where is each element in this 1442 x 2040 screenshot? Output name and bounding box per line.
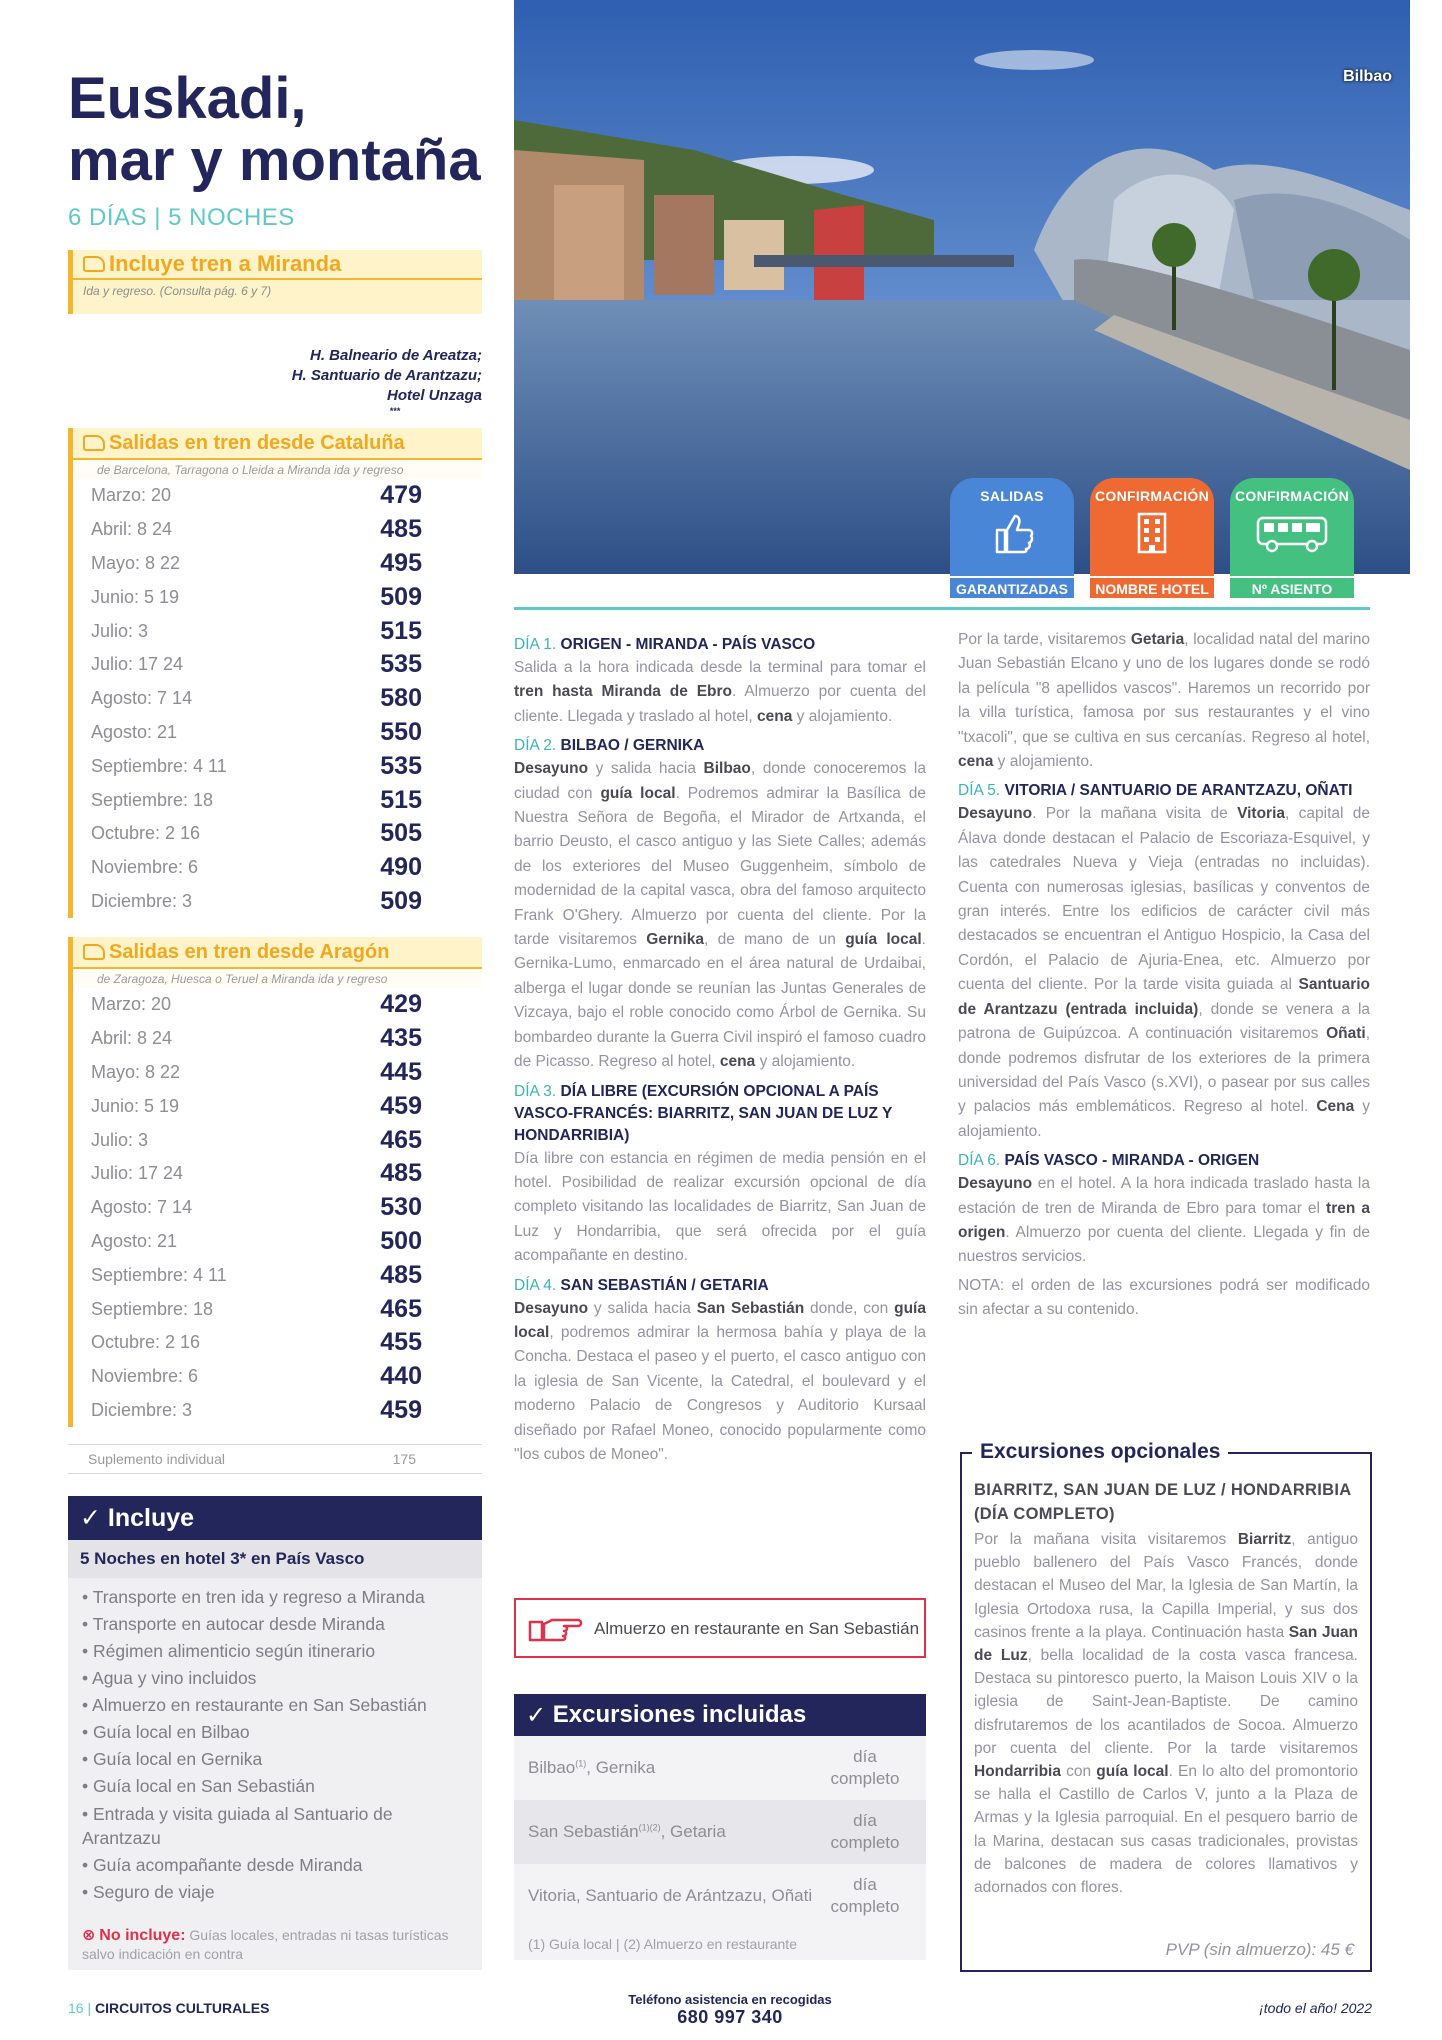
- departure-date: Agosto: 21: [91, 721, 178, 742]
- table-row: [73, 716, 482, 750]
- table-row: [73, 682, 482, 716]
- departure-price: 515: [380, 785, 422, 814]
- list-item: • Guía local en Gernika: [82, 1746, 470, 1773]
- departures-cataluna: [68, 428, 482, 918]
- table-row: [73, 1191, 482, 1225]
- price-table: [68, 479, 482, 918]
- lunch-highlight-box: [514, 1598, 926, 1658]
- trip-duration: 6 DÍAS | 5 NOCHES: [68, 204, 295, 231]
- departures-title: Salidas en tren desde Cataluña: [109, 431, 405, 454]
- train-icon: [83, 435, 105, 451]
- departure-date: Mayo: 8 22: [91, 552, 181, 573]
- departure-price: 445: [380, 1057, 422, 1086]
- departure-price: 479: [380, 481, 422, 510]
- train-box-title: Incluye tren a Miranda: [109, 251, 342, 276]
- table-row: [73, 547, 482, 581]
- departure-price: 515: [380, 616, 422, 645]
- departures-aragon: [68, 937, 482, 1427]
- badge-seat-confirmation: [1230, 478, 1354, 598]
- page-title: [68, 68, 488, 192]
- list-item: • Transporte en autocar desde Miranda: [82, 1611, 470, 1638]
- list-item: • Guía local en San Sebastián: [82, 1773, 470, 1800]
- section-name: CIRCUITOS CULTURALES: [95, 2000, 270, 2016]
- departure-price: 505: [380, 819, 422, 848]
- itinerary-note: NOTA: el orden de las excursiones podrá ser modificado sin afectar a su contenido.: [958, 1276, 1370, 1319]
- optional-excursion-description: Por la mañana visita visitaremos Biarritz, antiguo pueblo ballenero del País Vasco Francés, donde destacan el Museo del Mar, la Iglesia de San Martín, la Iglesia Ortodoxa rusa, la Capilla Imperial, y sus dos casinos frente a la playa. Continuación hasta San Juan de Luz, bella localidad de la costa vasca francesa. Destaca su pintoresco puerto, la Maison Louis XIV o la iglesia de Saint-Jean-Baptiste. De camino disfrutaremos de los acantilados de Socoa. Almuerzo por cuenta del cliente. Por la tarde visitaremos Hondarribia con guía local. En lo alto del promontorio se halla el Castillo de Carlos V, junto a la Plaza de Armas y la Iglesia parroquial. En el pesquero barrio de la Marina, destacan sus casas tradicionales, provistas de balcones de madera de colores llamativos y adornados con flores.: [974, 1531, 1358, 1897]
- price-table: [68, 988, 482, 1427]
- table-row: [73, 1089, 482, 1123]
- day-description: Por la tarde, visitaremos Getaria, localidad natal del marino Juan Sebastián Elcano y uno de los lugares donde se rodó la película "8 apellidos vascos". Haremos un recorrido por la villa turística, famosa por sus restaurantes y el vino "txacoli", que se cultiva en sus cercanías. Regreso al hotel, cena y alojamiento.: [958, 631, 1370, 771]
- badge-guaranteed-departures: [950, 478, 1074, 598]
- table-row: [73, 580, 482, 614]
- included-excursions: [514, 1694, 926, 1960]
- excursion-duration: día completo: [830, 1811, 900, 1852]
- excursion-place: Vitoria, Santuario de Arántzazu, Oñati: [528, 1886, 813, 1905]
- excursion-place: Bilbao$^{(1)}$, Gernika: [528, 1758, 656, 1777]
- departure-price: 485: [380, 1159, 422, 1188]
- table-row: [73, 1360, 482, 1394]
- supplement-value: 175: [392, 1451, 416, 1467]
- day-heading: DÍA 3. DÍA LIBRE (EXCURSIÓN OPCIONAL A PAÍS VASCO-FRANCÉS: BIARRITZ, SAN JUAN DE LUZ Y HONDARRIBIA): [514, 1082, 893, 1144]
- departure-price: 509: [380, 582, 422, 611]
- departure-date: Agosto: 7 14: [91, 688, 193, 709]
- cross-icon: ⊗: [82, 1927, 96, 1944]
- train-icon: [83, 256, 105, 272]
- departure-date: Noviembre: 6: [91, 1366, 199, 1387]
- day-heading: DÍA 2. BILBAO / GERNIKA: [514, 737, 705, 755]
- departure-price: 535: [380, 650, 422, 679]
- optional-excursion-subtitle: BIARRITZ, SAN JUAN DE LUZ / HONDARRIBIA (DÍA COMPLETO): [974, 1481, 1351, 1523]
- day-description: Desayuno y salida hacia San Sebastián donde, con guía local, podremos admirar la hermosa bahía y playa de la Concha. Destaca el paseo y el puerto, el casco antiguo con la iglesia de San Vicente, la Catedral, el boulevard y el moderno Palacio de Congresos y Auditorio Kursaal diseñado por Rafael Moneo, conocido popularmente como "los cubos de Moneo".: [514, 1299, 926, 1463]
- badge-top-label: SALIDAS: [980, 488, 1044, 504]
- departure-price: 495: [380, 548, 422, 577]
- catalog-year: ¡todo el año! 2022: [1259, 2000, 1372, 2016]
- bus-icon: [1252, 510, 1332, 556]
- table-row: [73, 479, 482, 513]
- page-number: 16: [68, 2000, 84, 2016]
- departure-price: 550: [380, 717, 422, 746]
- badge-bottom-label: GARANTIZADAS: [950, 576, 1074, 598]
- departure-price: 459: [380, 1395, 422, 1424]
- includes-subtitle: 5 Noches en hotel 3* en País Vasco: [68, 1540, 482, 1578]
- departure-price: 490: [380, 853, 422, 882]
- table-row: [73, 851, 482, 885]
- departure-date: Agosto: 21: [91, 1230, 178, 1251]
- train-icon: [83, 944, 105, 960]
- table-row: [514, 1736, 926, 1800]
- phone-number: 680 997 340: [677, 2007, 783, 2027]
- title-line-1: Euskadi,: [68, 66, 307, 131]
- day-heading: DÍA 4. SAN SEBASTIÁN / GETARIA: [514, 1276, 769, 1294]
- list-item: • Régimen alimenticio según itinerario: [82, 1638, 470, 1665]
- departure-date: Julio: 17 24: [91, 654, 184, 675]
- table-row: [73, 885, 482, 919]
- hotel-name: H. Santuario de Arantzazu;: [291, 367, 482, 384]
- departure-price: 509: [380, 886, 422, 915]
- departure-date: Septiembre: 4 11: [91, 755, 227, 776]
- departure-date: Agosto: 7 14: [91, 1197, 193, 1218]
- list-item: • Almuerzo en restaurante en San Sebastián: [82, 1692, 470, 1719]
- departure-date: Marzo: 20: [91, 994, 172, 1015]
- table-row: [73, 648, 482, 682]
- departure-price: 500: [380, 1226, 422, 1255]
- table-row: [514, 1864, 926, 1928]
- departure-price: 465: [380, 1294, 422, 1323]
- excursions-title: Excursiones incluidas: [552, 1701, 807, 1728]
- departure-date: Octubre: 2 16: [91, 823, 201, 844]
- table-row: [73, 988, 482, 1022]
- list-item: • Entrada y visita guiada al Santuario de Arantzazu: [82, 1800, 470, 1852]
- check-icon: ✓: [80, 1504, 108, 1532]
- departure-price: 485: [380, 515, 422, 544]
- list-item: • Guía local en Bilbao: [82, 1719, 470, 1746]
- supplement-label: Suplemento individual: [88, 1451, 225, 1467]
- optional-excursion-price: PVP (sin almuerzo): 45 €: [1165, 1940, 1354, 1959]
- list-item: • Transporte en tren ida y regreso a Miranda: [82, 1584, 470, 1611]
- table-row: [73, 1022, 482, 1056]
- departure-price: 580: [380, 684, 422, 713]
- table-row: [73, 1292, 482, 1326]
- table-row: [73, 1225, 482, 1259]
- departure-price: 459: [380, 1091, 422, 1120]
- pointing-hand-icon: [528, 1612, 584, 1644]
- departure-date: Septiembre: 4 11: [91, 1264, 227, 1285]
- excursion-place: San Sebastián$^{(1)(2)}$, Getaria: [528, 1822, 726, 1841]
- table-row: [73, 1157, 482, 1191]
- excursion-duration: día completo: [830, 1875, 900, 1916]
- departure-price: 429: [380, 990, 422, 1019]
- departure-date: Julio: 3: [91, 1129, 149, 1150]
- table-row: [73, 1326, 482, 1360]
- departure-price: 440: [380, 1362, 422, 1391]
- departure-price: 535: [380, 751, 422, 780]
- single-supplement: [68, 1444, 482, 1474]
- day-description: Día libre con estancia en régimen de media pensión en el hotel. Posibilidad de realizar excursión opcional de día completo visitando las localidades de Biarritz, San Juan de Luz y Hondarribia, que será ofrecida por el guía acompañante en destino.: [514, 1149, 926, 1265]
- excursion-duration: día completo: [830, 1747, 900, 1788]
- hotel-list: [68, 346, 482, 416]
- departure-date: Diciembre: 3: [91, 890, 193, 911]
- departure-date: Junio: 5 19: [91, 586, 180, 607]
- table-row: [514, 1800, 926, 1864]
- table-row: [73, 1258, 482, 1292]
- assistance-label: Teléfono asistencia en recogidas: [628, 1992, 832, 2007]
- departure-date: Mayo: 8 22: [91, 1061, 181, 1082]
- table-row: [73, 1056, 482, 1090]
- table-row: [73, 614, 482, 648]
- lunch-text: Almuerzo en restaurante en San Sebastián: [594, 1618, 920, 1638]
- hotel-building-icon: [1129, 510, 1175, 556]
- hotel-name: Hotel Unzaga: [386, 387, 482, 404]
- table-row: [73, 513, 482, 547]
- day-description: Desayuno en el hotel. A la hora indicada traslado hasta la estación de tren de Miranda de Ebro para tomar el tren a origen. Almuerzo por cuenta del cliente. Llegada y fin de nuestros servicios.: [958, 1175, 1370, 1266]
- departure-date: Junio: 5 19: [91, 1095, 180, 1116]
- badge-hotel-confirmation: [1090, 478, 1214, 598]
- list-item: • Guía acompañante desde Miranda: [82, 1852, 470, 1879]
- not-included-text: Guías locales, entradas ni tasas turísticas salvo indicación en contra: [82, 1927, 449, 1962]
- day-description: Salida a la hora indicada desde la terminal para tomar el tren hasta Miranda de Ebro. Almuerzo por cuenta del cliente. Llegada y traslado al hotel, cena y alojamiento.: [514, 659, 926, 725]
- includes-box: [68, 1496, 482, 1970]
- day-heading: DÍA 1. ORIGEN - MIRANDA - PAÍS VASCO: [514, 636, 816, 653]
- itinerary-column-2: [958, 628, 1370, 1327]
- thumbs-up-icon: [989, 510, 1035, 556]
- not-included-label: No incluye:: [99, 1927, 186, 1944]
- departure-price: 530: [380, 1193, 422, 1222]
- page-footer-section: 16 | CIRCUITOS CULTURALES: [68, 2000, 270, 2016]
- departures-subtitle: de Zaragoza, Huesca o Teruel a Miranda ida y regreso: [68, 969, 482, 988]
- table-row: [73, 1123, 482, 1157]
- departure-date: Abril: 8 24: [91, 1028, 173, 1049]
- table-row: [73, 1394, 482, 1428]
- badge-top-label: CONFIRMACIÓN: [1234, 488, 1350, 504]
- badge-bottom-label: NOMBRE HOTEL: [1090, 576, 1214, 598]
- departures-subtitle: de Barcelona, Tarragona o Lleida a Miranda ida y regreso: [68, 460, 482, 479]
- day-heading: DÍA 5. VITORIA / SANTUARIO DE ARANTZAZU, OÑATI: [958, 782, 1353, 800]
- table-row: [73, 783, 482, 817]
- divider: [514, 607, 1370, 610]
- departure-date: Marzo: 20: [91, 485, 172, 506]
- departure-date: Julio: 3: [91, 620, 149, 641]
- assistance-phone: [600, 1992, 860, 2028]
- departure-date: Julio: 17 24: [91, 1163, 184, 1184]
- hotel-name: H. Balneario de Areatza;: [310, 347, 482, 364]
- departure-date: Noviembre: 6: [91, 857, 199, 878]
- day-heading: DÍA 6. PAÍS VASCO - MIRANDA - ORIGEN: [958, 1152, 1260, 1170]
- departure-date: Octubre: 2 16: [91, 1332, 201, 1353]
- includes-title: Incluye: [107, 1503, 195, 1532]
- table-row: [73, 817, 482, 851]
- day-description: Desayuno. Por la mañana visita de Vitoria, capital de Álava donde destacan el Palacio de Escoriaza-Esquivel, y las catedrales Nueva y Vieja (entradas no incluidas). Cuenta con numerosas iglesias, basílicas y conventos de gran interés. Entre los edificios de carácter civil más destacados se encuentran el Antiguo Hospicio, la Casa del Cordón, el Palacio de Ajuria-Enea, etc. Almuerzo por cuenta del cliente. Por la tarde visita guiada al Santuario de Arantzazu (entrada incluida), donde se venera a la patrona de Guipúzcoa. A continuación visitaremos Oñati, donde podremos disfrutar de los exteriores de la primera universidad del País Vasco (s.XVI), o pasear por sus calles y palacios más emblemáticos. Regreso al hotel. Cena y alojamiento.: [958, 805, 1371, 1140]
- departure-price: 435: [380, 1024, 422, 1053]
- check-icon: ✓: [526, 1701, 553, 1729]
- departure-price: 465: [380, 1125, 422, 1154]
- day-description: Desayuno y salida hacia Bilbao, donde conoceremos la ciudad con guía local. Podremos admirar la Basílica de Nuestra Señora de Begoña, el Mirador de Artxanda, el barrio Deusto, el casco antiguo y las Siete Calles; además de los exteriores del Museo Guggenheim, símbolo de modernidad de la capital vasca, obra del famoso arquitecto Frank O'Ghery. Almuerzo por cuenta del cliente. Por la tarde visitaremos Gernika, de mano de un guía local. Gernika-Lumo, enmarcado en el área natural de Urdaibai, alberga el lugar donde se reunían las Juntas Generales de Vizcaya, bajo el roble conocido como Árbol de Gernika. Su bombardeo durante la Guerra Civil inspiró el famoso cuadro de Picasso. Regreso al hotel, cena y alojamiento.: [514, 760, 926, 1071]
- list-item: • Seguro de viaje: [82, 1879, 470, 1906]
- optional-excursions-title: Excursiones opcionales: [972, 1440, 1228, 1464]
- itinerary-column-1: [514, 628, 926, 1471]
- departure-date: Abril: 8 24: [91, 519, 173, 540]
- departures-title: Salidas en tren desde Aragón: [109, 940, 390, 963]
- departure-price: 485: [380, 1260, 422, 1289]
- excursions-footnote: (1) Guía local | (2) Almuerzo en restaurante: [514, 1928, 926, 1960]
- departure-date: Septiembre: 18: [91, 1298, 214, 1319]
- title-line-2: mar y montaña: [68, 128, 481, 193]
- departure-date: Septiembre: 18: [91, 789, 214, 810]
- optional-excursions-box: [960, 1440, 1372, 1972]
- photo-caption: Bilbao: [1343, 68, 1392, 85]
- train-included-box: [68, 250, 482, 314]
- train-box-note: Ida y regreso. (Consulta pág. 6 y 7): [83, 284, 272, 298]
- badge-bottom-label: Nº ASIENTO: [1230, 576, 1354, 598]
- includes-list: [68, 1578, 482, 1906]
- badge-top-label: CONFIRMACIÓN: [1094, 488, 1210, 504]
- hotel-stars: ***: [389, 406, 400, 416]
- table-row: [73, 749, 482, 783]
- departure-price: 455: [380, 1328, 422, 1357]
- list-item: • Agua y vino incluidos: [82, 1665, 470, 1692]
- not-included: [82, 1926, 472, 1963]
- departure-date: Diciembre: 3: [91, 1399, 193, 1420]
